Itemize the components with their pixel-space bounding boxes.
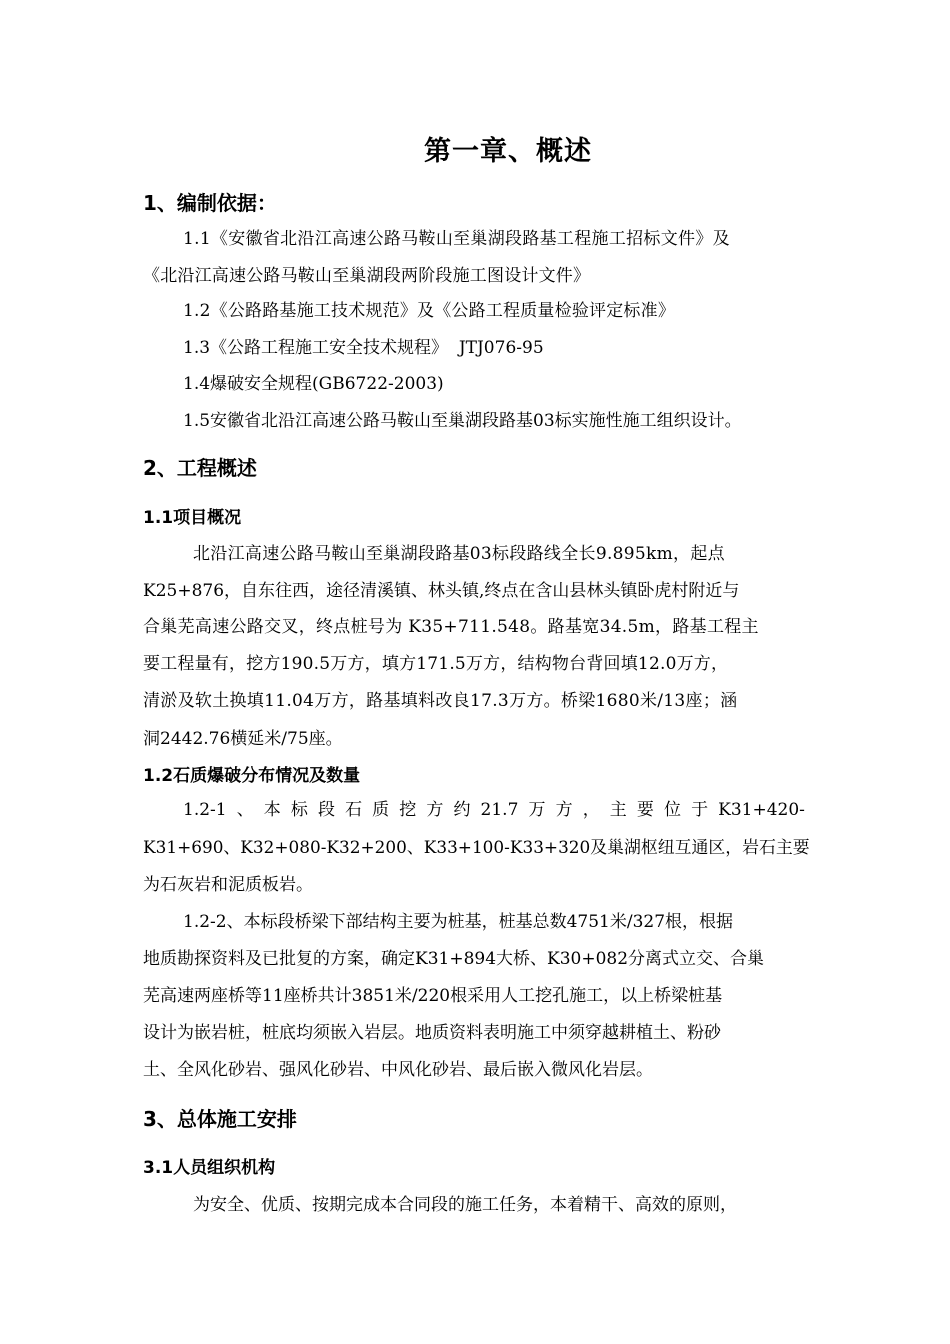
- subsection-heading-blasting: 1.2石质爆破分布情况及数量: [143, 766, 361, 786]
- paragraph-line: 洞2442.76横延米/75座。: [143, 729, 343, 749]
- paragraph-line: 要工程量有，挖方190.5万方，填方171.5万方，结构物台背回填12.0万方，: [143, 654, 729, 674]
- paragraph-line: K31+690、K32+080-K32+200、K33+100-K33+320及巢湖枢纽互通区，岩石主要: [143, 838, 810, 858]
- section-heading-overview: 2、工程概述: [143, 456, 257, 480]
- text-run: 位: [663, 800, 681, 820]
- text-run: 要: [636, 800, 654, 820]
- paragraph-line: 1.2-2、本标段桥梁下部结构主要为桩基，桩基总数4751米/327根，根据: [183, 912, 734, 932]
- text-run: 主: [609, 800, 627, 820]
- text-run: 方: [555, 800, 573, 820]
- text-run: 段: [317, 800, 335, 820]
- text-run: ，: [582, 800, 600, 820]
- text-run: 万: [528, 800, 546, 820]
- paragraph-line: 地质勘探资料及已批复的方案，确定K31+894大桥、K30+082分离式立交、合巢: [143, 949, 765, 969]
- text-run: 1.2-1: [183, 800, 227, 820]
- paragraph-line: K25+876，自东往西，途径清溪镇、林头镇,终点在含山县林头镇卧虎村附近与: [143, 581, 740, 601]
- text-run: K31+420-: [718, 800, 805, 820]
- text-run: 21.7: [480, 800, 519, 820]
- chapter-title: 第一章、概述: [424, 136, 592, 167]
- text-run: 本: [263, 800, 281, 820]
- basis-item: 1.4爆破安全规程(GB6722-2003): [183, 374, 444, 394]
- basis-item: 1.3《公路工程施工安全技术规程》 JTJ076-95: [183, 338, 544, 358]
- paragraph-line: 土、全风化砂岩、强风化砂岩、中风化砂岩、最后嵌入微风化岩层。: [143, 1060, 653, 1080]
- paragraph-line: 清淤及软土换填11.04万方，路基填料改良17.3万方。桥梁1680米/13座；涵: [143, 691, 738, 711]
- text-run: 挖: [399, 800, 417, 820]
- text-run: 、: [236, 800, 254, 820]
- paragraph-line: 为石灰岩和泥质板岩。: [143, 875, 313, 895]
- paragraph-line: 合巢芜高速公路交叉，终点桩号为 K35+711.548。路基宽34.5m，路基工程主: [143, 617, 759, 637]
- text-run: 方: [426, 800, 444, 820]
- text-run: 于: [691, 800, 709, 820]
- paragraph-line: 设计为嵌岩桩，桩底均须嵌入岩层。地质资料表明施工中须穿越耕植土、粉砂: [143, 1023, 721, 1043]
- paragraph-line: 北沿江高速公路马鞍山至巢湖段路基03标段路线全长9.895km，起点: [193, 544, 725, 564]
- subsection-heading-project: 1.1项目概况: [143, 508, 242, 528]
- subsection-heading-organization: 3.1人员组织机构: [143, 1158, 276, 1178]
- basis-item-continued: 《北沿江高速公路马鞍山至巢湖段两阶段施工图设计文件》: [143, 266, 591, 286]
- paragraph-line: 芜高速两座桥等11座桥共计3851米/220根采用人工挖孔施工，以上桥梁桩基: [143, 986, 723, 1006]
- basis-item: 1.2《公路路基施工技术规范》及《公路工程质量检验评定标准》: [183, 301, 676, 321]
- text-run: 石: [345, 800, 363, 820]
- paragraph-line: 为安全、优质、按期完成本合同段的施工任务，本着精干、高效的原则，: [193, 1195, 737, 1215]
- section-heading-arrangement: 3、总体施工安排: [143, 1107, 297, 1131]
- basis-item: 1.1《安徽省北沿江高速公路马鞍山至巢湖段路基工程施工招标文件》及: [183, 229, 730, 249]
- section-heading-basis: 1、编制依据：: [143, 191, 277, 215]
- text-run: 标: [290, 800, 308, 820]
- text-run: 质: [372, 800, 390, 820]
- paragraph-line-justified: [183, 797, 805, 823]
- basis-item: 1.5安徽省北沿江高速公路马鞍山至巢湖段路基03标实施性施工组织设计。: [183, 411, 742, 431]
- text-run: 约: [453, 800, 471, 820]
